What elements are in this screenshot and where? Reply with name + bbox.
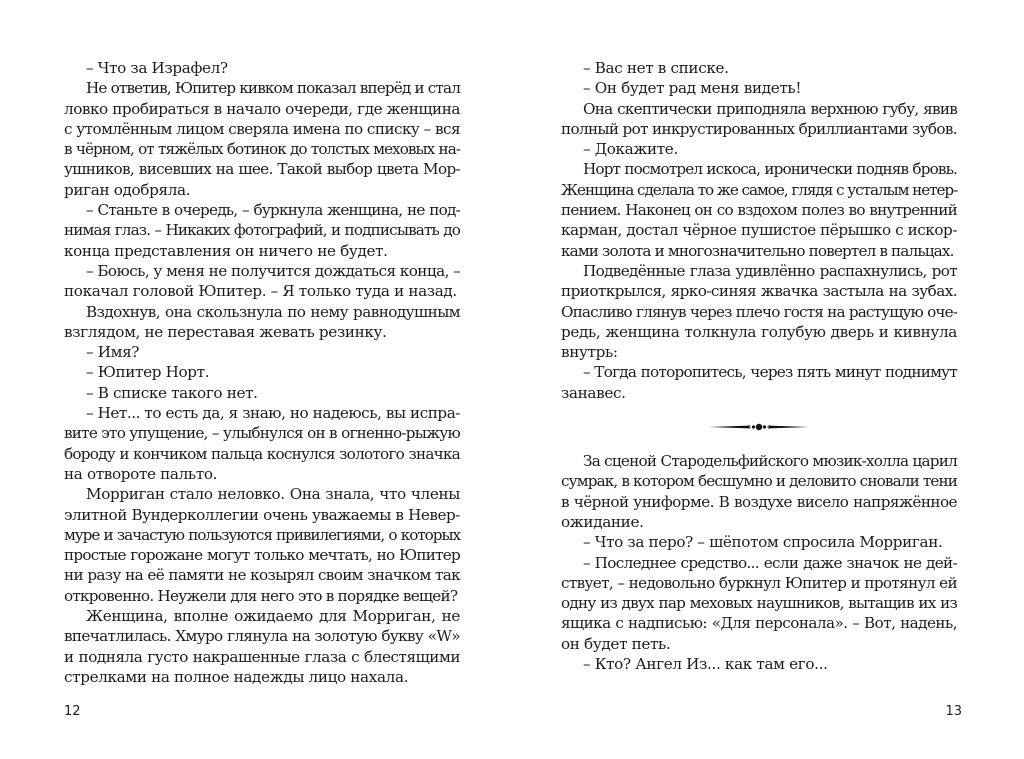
text-line: в чёрном, от тяжёлых ботинок до толстых меховых на- xyxy=(64,140,460,159)
text-line: занавес. xyxy=(561,383,626,402)
text-line: на отвороте пальто. xyxy=(64,464,218,483)
ornamental-divider-icon xyxy=(709,421,809,433)
text-line: Морриган стало неловко. Она знала, что члены xyxy=(86,485,460,504)
text-line: ствует, – недовольно буркнул Юпитер и протянул ей xyxy=(561,573,957,592)
text-line: откровенно. Неужели для него это в порядке вещей? xyxy=(64,586,458,605)
text-before-scene-break xyxy=(561,58,957,403)
text-line: За сценой Стародельфийского мюзик-холла царил xyxy=(583,452,957,471)
text-line: карман, достал чёрное пушистое пёрышко с искор- xyxy=(561,221,957,240)
text-line: приоткрылся, ярко-синяя жвачка застыла на зубах. xyxy=(561,282,957,301)
text-line: – Вас нет в списке. xyxy=(583,59,729,77)
text-line: ками золота и многозначительно повертел в пальцах. xyxy=(561,241,954,260)
text-line: Подведённые глаза удивлённо распахнулись, рот xyxy=(583,261,957,280)
text-line: редь, женщина толкнула голубую дверь и кивнула xyxy=(561,322,957,341)
text-line: риган одобряла. xyxy=(64,180,191,199)
text-line: Норт посмотрел искоса, иронически подняв бровь. xyxy=(583,160,957,179)
text-line: полный рот инкрустированных бриллиантами зубов. xyxy=(561,119,957,138)
text-line: одну из двух пар меховых наушников, вытащив их из xyxy=(561,594,957,613)
text-line: внутрь: xyxy=(561,343,618,362)
text-line: – Тогда поторопитесь, через пять минут поднимут xyxy=(583,363,957,382)
text-line: – Кто? Ангел Из... как там его... xyxy=(583,655,828,674)
text-line: Она скептически приподняла верхнюю губу, явив xyxy=(583,99,957,118)
text-line: вите это упущение, – улыбнулся он в огненно-рыжую xyxy=(64,424,460,443)
text-line: Опасливо глянув через плечо гостя на растущую оче- xyxy=(561,302,957,321)
text-line: с утомлённым лицом сверяла имена по списку – вся xyxy=(64,119,460,138)
text-line: – Боюсь, у меня не получится дождаться конца, – xyxy=(86,261,461,280)
text-line: взглядом, не переставая жевать резинку. xyxy=(64,322,387,341)
text-line: муре и зачастую пользуются привилегиями, о которых xyxy=(64,525,460,544)
text-line: конца представления он ничего не будет. xyxy=(64,241,388,260)
text-line: – Он будет рад меня видеть! xyxy=(583,79,802,98)
text-line: – В списке такого нет. xyxy=(86,383,258,402)
text-line: ловко пробираться в начало очереди, где женщина xyxy=(64,99,460,118)
text-line: – Нет... то есть да, я знаю, но надеюсь, вы испра- xyxy=(86,404,460,423)
text-line: Женщина, вполне ожидаемо для Морриган, не xyxy=(86,607,460,626)
text-line: стрелками на полное надежды лицо нахала. xyxy=(64,667,409,686)
text-line: покачал головой Юпитер. – Я только туда и назад. xyxy=(64,282,457,301)
text-line: ушников, висевших на шее. Такой выбор цвета Мор- xyxy=(64,160,460,179)
text-after-scene-break xyxy=(561,451,957,674)
text-line: ни разу на её памяти не козырял своим значком так xyxy=(64,566,460,585)
text-line: Вздохнув, она скользнула по нему равнодушным xyxy=(86,302,460,321)
text-line: ожидание. xyxy=(561,512,644,531)
text-line: бороду и кончиком пальца коснулся золотого значка xyxy=(64,444,460,463)
text-line: – Докажите. xyxy=(583,140,678,159)
text-line: пением. Наконец он со вздохом полез во внутренний xyxy=(561,201,957,220)
page-number-right: 13 xyxy=(945,704,962,719)
text-line: элитной Вундерколлегии очень уважаемы в Невер- xyxy=(64,505,460,524)
text-line: – Станьте в очередь, – буркнула женщина, не под- xyxy=(86,201,460,220)
text-line: впечатлилась. Хмуро глянула на золотую букву «W» xyxy=(64,627,460,646)
scene-break xyxy=(561,403,957,451)
text-line: – Имя? xyxy=(86,343,140,362)
text-line: он будет петь. xyxy=(561,634,671,653)
text-line: – Юпитер Норт. xyxy=(86,363,210,382)
text-line: – Что за перо? – шёпотом спросила Морриган. xyxy=(583,533,943,552)
right-page xyxy=(512,0,1024,759)
text-line: ящика с надписью: «Для персонала». – Вот, надень, xyxy=(561,614,957,633)
page-number-left: 12 xyxy=(64,704,81,719)
text-line: простые горожане могут только мечтать, но Юпитер xyxy=(64,546,460,565)
text-line: нимая глаз. – Никаких фотографий, и подписывать до xyxy=(64,221,460,240)
text-line: и подняла густо накрашенные глаза с блестящими xyxy=(64,647,460,666)
right-page-text xyxy=(561,58,957,674)
text-line: сумрак, в котором бесшумно и деловито сновали тени xyxy=(561,472,958,491)
text-line: – Последнее средство... если даже значок не дей- xyxy=(583,553,957,572)
text-line: Женщина сделала то же самое, глядя с усталым нетер- xyxy=(561,180,958,199)
text-line: в чёрной униформе. В воздухе висело напряжённое xyxy=(561,492,957,511)
left-page-text xyxy=(64,58,460,687)
text-line: Не ответив, Юпитер кивком показал вперёд и стал xyxy=(86,79,460,98)
text-line: – Что за Израфел? xyxy=(86,59,228,77)
